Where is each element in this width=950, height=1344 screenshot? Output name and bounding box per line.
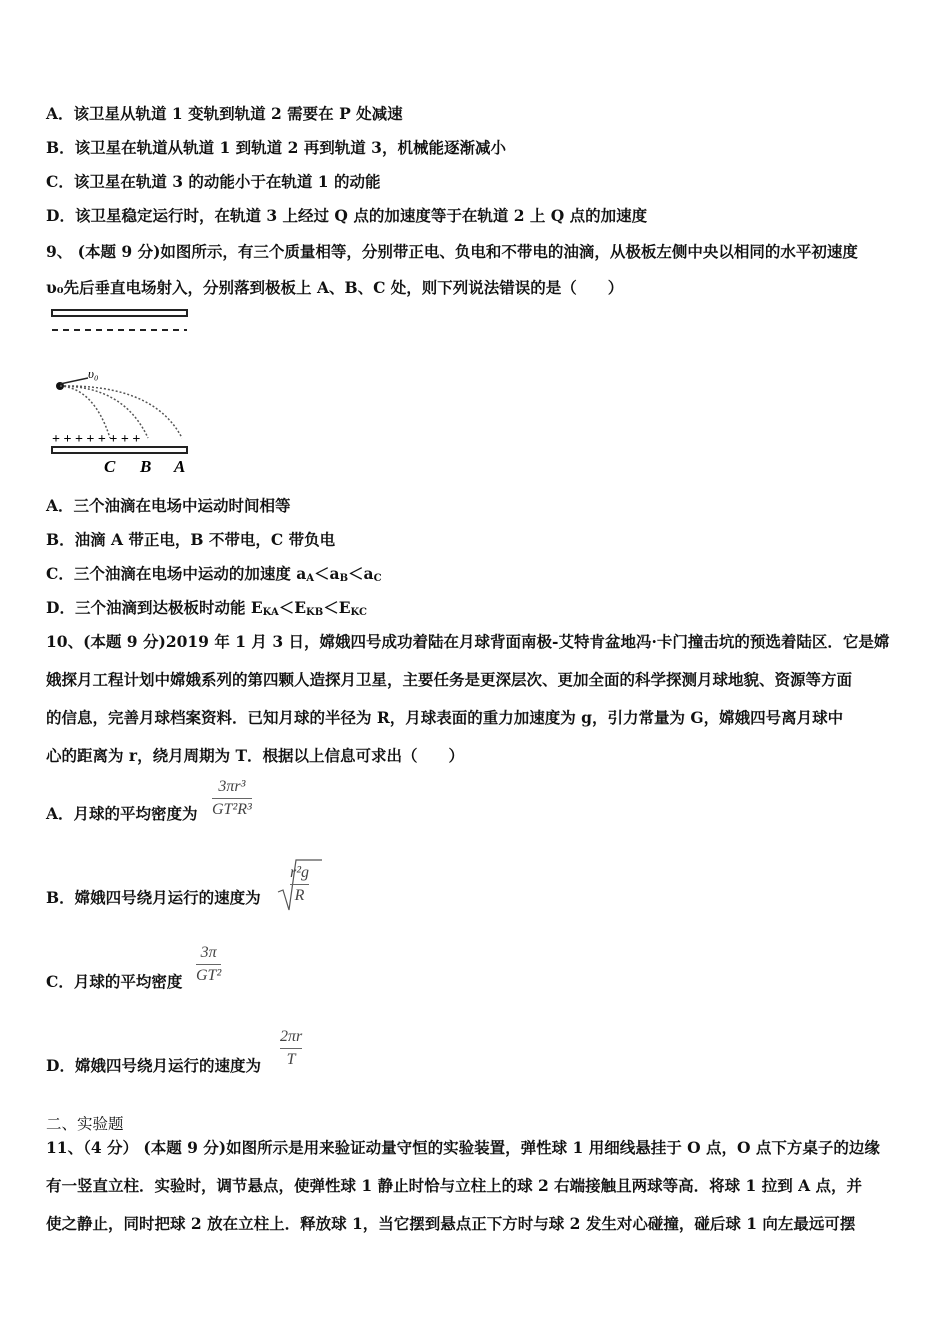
q10-stem-line-1: 10、(本题 9 分)2019 年 1 月 3 日，嫦娥四号成功着陆在月球背面南极-艾特肯盆地冯·卡门撞击坑的预选着陆区．它是嫦 bbox=[46, 632, 890, 651]
q10-fraction-c: 3π GT² bbox=[196, 944, 222, 984]
q11-stem-line-2: 有一竖直立柱．实验时，调节悬点，使弹性球 1 静止时恰与立柱上的球 2 右端接触且两球等高．将球 1 拉到 A 点，并 bbox=[46, 1176, 863, 1195]
lower-plate bbox=[52, 447, 187, 453]
capacitor-oil-drop-figure bbox=[44, 306, 204, 476]
label-c: C bbox=[104, 457, 116, 476]
upper-plate bbox=[52, 310, 187, 316]
velocity-arrow bbox=[60, 378, 88, 384]
q9-stem-line-2: υ₀先后垂直电场射入，分别落到极板上 A、B、C 处，则下列说法错误的是（ ） bbox=[46, 278, 624, 297]
q9-option-a: A．三个油滴在电场中运动时间相等 bbox=[46, 496, 291, 515]
q10-option-b: B．嫦娥四号绕月运行的速度为 bbox=[46, 888, 261, 907]
q10-fraction-b: r²g R bbox=[290, 864, 310, 904]
trajectory-b bbox=[60, 386, 148, 438]
q8-option-c: C．该卫星在轨道 3 的动能小于在轨道 1 的动能 bbox=[46, 172, 381, 191]
trajectory-a bbox=[60, 386, 182, 438]
label-b: B bbox=[140, 457, 152, 476]
plus-charges: + + + + + + + + bbox=[52, 432, 141, 447]
trajectory-c bbox=[60, 386, 110, 438]
q9-option-d: D．三个油滴到达极板时动能 $E_{KA}<E_{KB}<E_{KC}$ bbox=[46, 598, 367, 618]
q10-stem-line-2: 娥探月工程计划中嫦娥系列的第四颗人造探月卫星，主要任务是更深层次、更加全面的科学探测月球地貌、资源等方面 bbox=[46, 670, 853, 689]
q11-stem-line-3: 使之静止，同时把球 2 放在立柱上．释放球 1，当它摆到悬点正下方时与球 2 发生对心碰撞，碰后球 1 向左最远可摆 bbox=[46, 1214, 856, 1233]
q8-option-d: D．该卫星稳定运行时，在轨道 3 上经过 Q 点的加速度等于在轨道 2 上 Q 点的加速度 bbox=[46, 206, 648, 225]
q10-stem-line-4: 心的距离为 r，绕月周期为 T．根据以上信息可求出（ ） bbox=[46, 746, 464, 765]
q10-stem-line-3: 的信息，完善月球档案资料．已知月球的半径为 R，月球表面的重力加速度为 g，引力常量为 G，嫦娥四号离月球中 bbox=[46, 708, 844, 727]
q10-fraction-d: 2πr T bbox=[280, 1028, 303, 1068]
section-title: 二、实验题 bbox=[46, 1115, 124, 1133]
q8-option-a: A．该卫星从轨道 1 变轨到轨道 2 需要在 P 处减速 bbox=[46, 104, 403, 123]
q10-option-a: A．月球的平均密度为 bbox=[46, 804, 198, 823]
q10-option-c: C．月球的平均密度 bbox=[46, 972, 183, 991]
label-a: A bbox=[174, 457, 186, 476]
q10-option-d: D．嫦娥四号绕月运行的速度为 bbox=[46, 1056, 261, 1075]
q11-stem-line-1: 11、（4 分） (本题 9 分)如图所示是用来验证动量守恒的实验装置，弹性球 1 用细线悬挂于 O 点，O 点下方桌子的边缘 bbox=[46, 1138, 880, 1157]
q9-option-c: C．三个油滴在电场中运动的加速度 $a_A<a_B<a_C$ bbox=[46, 564, 382, 584]
q9-stem-line-1: 9、 (本题 9 分)如图所示，有三个质量相等，分别带正电、负电和不带电的油滴，从极板左侧中央以相同的水平初速度 bbox=[46, 242, 858, 261]
q9-option-b: B．油滴 A 带正电，B 不带电，C 带负电 bbox=[46, 530, 336, 549]
q8-option-b: B．该卫星在轨道从轨道 1 到轨道 2 再到轨道 3，机械能逐渐减小 bbox=[46, 138, 506, 157]
velocity-label: υ₀ bbox=[88, 366, 99, 381]
q10-fraction-a: 3πr³ GT²R³ bbox=[212, 778, 252, 818]
